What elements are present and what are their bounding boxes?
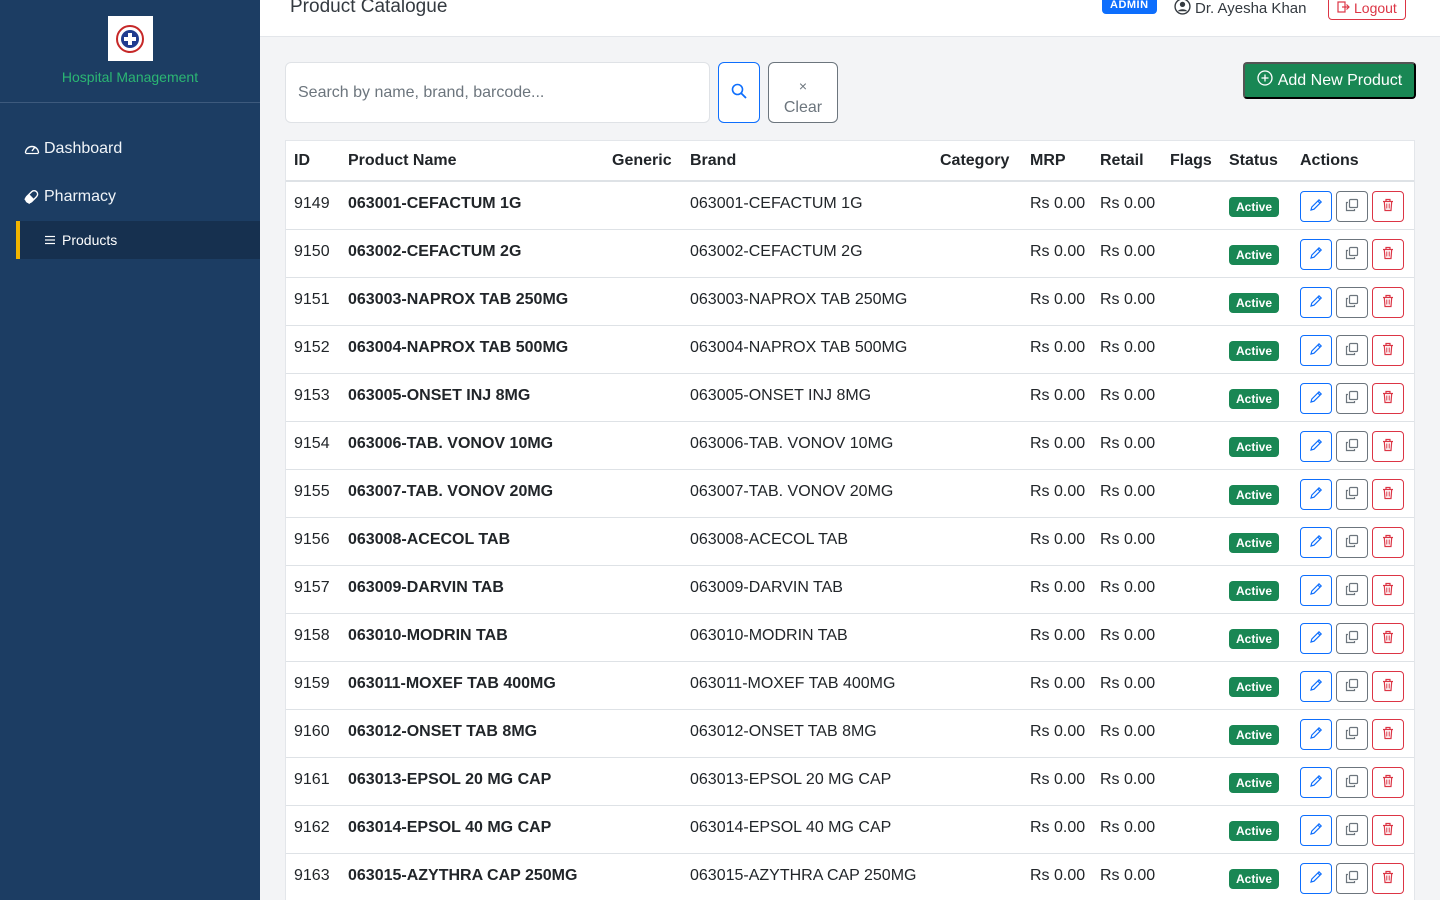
status-badge: Active [1229, 293, 1279, 313]
edit-button[interactable] [1300, 191, 1332, 222]
product-brand: 063008-ACECOL TAB [690, 531, 849, 548]
top-header [260, 0, 1440, 37]
products-table [285, 140, 1415, 900]
duplicate-button[interactable] [1336, 527, 1368, 558]
product-mrp: Rs 0.00 [1030, 243, 1086, 260]
column-header-mrp[interactable]: MRP [1030, 151, 1066, 169]
table-body [286, 182, 1414, 900]
table-header [286, 141, 1414, 182]
role-badge: ADMIN [1102, 0, 1157, 14]
delete-button[interactable] [1372, 671, 1404, 702]
edit-button[interactable] [1300, 815, 1332, 846]
copy-icon [1345, 630, 1359, 647]
plus-circle-icon [1257, 70, 1273, 91]
product-mrp: Rs 0.00 [1030, 771, 1086, 788]
product-name: 063001-CEFACTUM 1G [348, 195, 522, 212]
pencil-icon [1309, 246, 1323, 263]
duplicate-button[interactable] [1336, 335, 1368, 366]
trash-icon [1381, 390, 1395, 407]
copy-icon [1345, 534, 1359, 551]
add-product-button[interactable] [1243, 62, 1416, 99]
column-header-status[interactable]: Status [1229, 151, 1278, 169]
table-row[interactable] [286, 566, 1414, 614]
search-button[interactable] [718, 62, 760, 123]
status-cell [1229, 662, 1279, 709]
copy-icon [1345, 390, 1359, 407]
trash-icon [1381, 534, 1395, 551]
sidebar-item-pharmacy[interactable] [0, 173, 260, 221]
table-row[interactable] [286, 374, 1414, 422]
copy-icon [1345, 294, 1359, 311]
product-name: 063008-ACECOL TAB [348, 531, 511, 548]
delete-button[interactable] [1372, 287, 1404, 318]
product-retail: Rs 0.00 [1100, 243, 1156, 260]
row-actions [1300, 710, 1404, 757]
product-name: 063009-DARVIN TAB [348, 579, 504, 596]
duplicate-button[interactable] [1336, 671, 1368, 702]
pencil-icon [1309, 390, 1323, 407]
sidebar-item-products[interactable] [16, 221, 260, 259]
status-cell [1229, 470, 1279, 517]
delete-button[interactable] [1372, 431, 1404, 462]
trash-icon [1381, 870, 1395, 887]
copy-icon [1345, 870, 1359, 887]
pencil-icon [1309, 726, 1323, 743]
copy-icon [1345, 486, 1359, 503]
table-row[interactable] [286, 806, 1414, 854]
trash-icon [1381, 582, 1395, 599]
product-brand: 063014-EPSOL 40 MG CAP [690, 819, 892, 836]
trash-icon [1381, 774, 1395, 791]
product-name: 063007-TAB. VONOV 20MG [348, 483, 554, 500]
delete-button[interactable] [1372, 479, 1404, 510]
status-badge: Active [1229, 197, 1279, 217]
sidebar-brand [0, 0, 260, 103]
product-id: 9157 [294, 579, 330, 596]
status-cell [1229, 278, 1279, 325]
column-header-category[interactable]: Category [940, 151, 1010, 169]
brand-name: Hospital Management [61, 69, 199, 85]
edit-button[interactable] [1300, 239, 1332, 270]
product-retail: Rs 0.00 [1100, 867, 1156, 884]
trash-icon [1381, 438, 1395, 455]
product-mrp: Rs 0.00 [1030, 675, 1086, 692]
duplicate-button[interactable] [1336, 431, 1368, 462]
trash-icon [1381, 726, 1395, 743]
product-id: 9155 [294, 483, 330, 500]
table-row[interactable] [286, 854, 1414, 900]
edit-button[interactable] [1300, 575, 1332, 606]
status-badge: Active [1229, 341, 1279, 361]
delete-button[interactable] [1372, 623, 1404, 654]
product-id: 9162 [294, 819, 330, 836]
product-id: 9161 [294, 771, 330, 788]
delete-button[interactable] [1372, 815, 1404, 846]
delete-button[interactable] [1372, 719, 1404, 750]
product-retail: Rs 0.00 [1100, 723, 1156, 740]
table-row[interactable] [286, 230, 1414, 278]
product-brand: 063007-TAB. VONOV 20MG [690, 483, 894, 500]
product-retail: Rs 0.00 [1100, 627, 1156, 644]
pencil-icon [1309, 438, 1323, 455]
product-id: 9151 [294, 291, 330, 308]
product-brand: 063012-ONSET TAB 8MG [690, 723, 877, 740]
copy-icon [1345, 774, 1359, 791]
duplicate-button[interactable] [1336, 287, 1368, 318]
product-name: 063015-AZYTHRA CAP 250MG [348, 867, 578, 884]
pencil-icon [1309, 342, 1323, 359]
product-mrp: Rs 0.00 [1030, 483, 1086, 500]
row-actions [1300, 182, 1404, 229]
product-mrp: Rs 0.00 [1030, 531, 1086, 548]
edit-button[interactable] [1300, 479, 1332, 510]
trash-icon [1381, 198, 1395, 215]
status-badge: Active [1229, 677, 1279, 697]
column-header-flags[interactable]: Flags [1170, 151, 1212, 169]
status-cell [1229, 614, 1279, 661]
sidebar-item-dashboard[interactable] [0, 125, 260, 173]
pencil-icon [1309, 774, 1323, 791]
row-actions [1300, 470, 1404, 517]
column-header-id[interactable]: ID [294, 151, 310, 169]
product-name: 063006-TAB. VONOV 10MG [348, 435, 554, 452]
product-name: 063010-MODRIN TAB [348, 627, 508, 644]
sidebar [0, 0, 260, 900]
product-id: 9154 [294, 435, 330, 452]
product-brand: 063015-AZYTHRA CAP 250MG [690, 867, 917, 884]
pencil-icon [1309, 486, 1323, 503]
logout-label: Logout [1354, 0, 1397, 16]
trash-icon [1381, 246, 1395, 263]
status-cell [1229, 518, 1279, 565]
copy-icon [1345, 678, 1359, 695]
product-retail: Rs 0.00 [1100, 531, 1156, 548]
status-cell [1229, 710, 1279, 757]
product-brand: 063010-MODRIN TAB [690, 627, 848, 644]
list-icon [44, 232, 60, 248]
product-retail: Rs 0.00 [1100, 435, 1156, 452]
duplicate-button[interactable] [1336, 767, 1368, 798]
edit-button[interactable] [1300, 287, 1332, 318]
product-brand: 063003-NAPROX TAB 250MG [690, 291, 908, 308]
product-mrp: Rs 0.00 [1030, 867, 1086, 884]
trash-icon [1381, 294, 1395, 311]
product-retail: Rs 0.00 [1100, 387, 1156, 404]
row-actions [1300, 566, 1404, 613]
product-mrp: Rs 0.00 [1030, 819, 1086, 836]
duplicate-button[interactable] [1336, 815, 1368, 846]
status-badge: Active [1229, 245, 1279, 265]
status-cell [1229, 422, 1279, 469]
row-actions [1300, 374, 1404, 421]
row-actions [1300, 518, 1404, 565]
logout-icon [1337, 0, 1350, 16]
clear-label: Clear [783, 99, 823, 116]
table-row[interactable] [286, 710, 1414, 758]
row-actions [1300, 278, 1404, 325]
hospital-logo[interactable] [108, 16, 153, 61]
sidebar-item-label: Dashboard [44, 140, 123, 157]
status-cell [1229, 230, 1279, 277]
status-cell [1229, 854, 1279, 900]
trash-icon [1381, 678, 1395, 695]
capsule-icon [24, 189, 44, 205]
trash-icon [1381, 486, 1395, 503]
copy-icon [1345, 438, 1359, 455]
search-input[interactable] [285, 62, 710, 123]
delete-button[interactable] [1372, 383, 1404, 414]
pencil-icon [1309, 294, 1323, 311]
product-name: 063005-ONSET INJ 8MG [348, 387, 531, 404]
product-id: 9153 [294, 387, 330, 404]
pencil-icon [1309, 198, 1323, 215]
status-cell [1229, 758, 1279, 805]
product-retail: Rs 0.00 [1100, 483, 1156, 500]
logout-button[interactable] [1328, 0, 1406, 20]
copy-icon [1345, 822, 1359, 839]
speedometer-icon [24, 142, 44, 156]
column-header-generic[interactable]: Generic [612, 151, 672, 169]
status-cell [1229, 374, 1279, 421]
close-icon: × [798, 78, 808, 94]
table-row[interactable] [286, 470, 1414, 518]
column-header-name[interactable]: Product Name [348, 151, 457, 169]
table-row[interactable] [286, 278, 1414, 326]
product-id: 9159 [294, 675, 330, 692]
row-actions [1300, 326, 1404, 373]
duplicate-button[interactable] [1336, 863, 1368, 894]
delete-button[interactable] [1372, 767, 1404, 798]
status-badge: Active [1229, 629, 1279, 649]
row-actions [1300, 758, 1404, 805]
product-name: 063011-MOXEF TAB 400MG [348, 675, 556, 692]
delete-button[interactable] [1372, 527, 1404, 558]
copy-icon [1345, 726, 1359, 743]
product-retail: Rs 0.00 [1100, 291, 1156, 308]
product-mrp: Rs 0.00 [1030, 339, 1086, 356]
column-header-actions: Actions [1300, 151, 1359, 169]
product-brand: 063002-CEFACTUM 2G [690, 243, 863, 260]
product-mrp: Rs 0.00 [1030, 579, 1086, 596]
pencil-icon [1309, 534, 1323, 551]
row-actions [1300, 422, 1404, 469]
delete-button[interactable] [1372, 191, 1404, 222]
copy-icon [1345, 582, 1359, 599]
table-row[interactable] [286, 662, 1414, 710]
product-retail: Rs 0.00 [1100, 771, 1156, 788]
sidebar-nav [0, 103, 260, 259]
product-name: 063014-EPSOL 40 MG CAP [348, 819, 552, 836]
edit-button[interactable] [1300, 431, 1332, 462]
table-row[interactable] [286, 326, 1414, 374]
product-name: 063004-NAPROX TAB 500MG [348, 339, 569, 356]
product-retail: Rs 0.00 [1100, 339, 1156, 356]
row-actions [1300, 614, 1404, 661]
product-brand: 063009-DARVIN TAB [690, 579, 843, 596]
product-mrp: Rs 0.00 [1030, 387, 1086, 404]
product-id: 9149 [294, 195, 330, 212]
product-id: 9150 [294, 243, 330, 260]
row-actions [1300, 662, 1404, 709]
product-name: 063012-ONSET TAB 8MG [348, 723, 538, 740]
search-icon [731, 83, 747, 102]
product-mrp: Rs 0.00 [1030, 291, 1086, 308]
table-row[interactable] [286, 758, 1414, 806]
duplicate-button[interactable] [1336, 191, 1368, 222]
duplicate-button[interactable] [1336, 575, 1368, 606]
pencil-icon [1309, 822, 1323, 839]
status-badge: Active [1229, 485, 1279, 505]
pencil-icon [1309, 678, 1323, 695]
status-cell [1229, 806, 1279, 853]
edit-button[interactable] [1300, 863, 1332, 894]
trash-icon [1381, 822, 1395, 839]
user-circle-icon [1174, 0, 1191, 19]
duplicate-button[interactable] [1336, 719, 1368, 750]
user-name: Dr. Ayesha Khan [1195, 0, 1307, 17]
delete-button[interactable] [1372, 863, 1404, 894]
edit-button[interactable] [1300, 527, 1332, 558]
user-menu[interactable] [1174, 0, 1306, 19]
product-brand: 063013-EPSOL 20 MG CAP [690, 771, 892, 788]
row-actions [1300, 806, 1404, 853]
pencil-icon [1309, 870, 1323, 887]
edit-button[interactable] [1300, 383, 1332, 414]
status-badge: Active [1229, 821, 1279, 841]
product-mrp: Rs 0.00 [1030, 627, 1086, 644]
status-badge: Active [1229, 437, 1279, 457]
copy-icon [1345, 342, 1359, 359]
product-brand: 063004-NAPROX TAB 500MG [690, 339, 908, 356]
add-label: Add New Product [1277, 71, 1403, 89]
edit-button[interactable] [1300, 719, 1332, 750]
status-badge: Active [1229, 773, 1279, 793]
status-cell [1229, 566, 1279, 613]
sidebar-item-label: Products [62, 232, 118, 248]
table-row[interactable] [286, 422, 1414, 470]
product-id: 9156 [294, 531, 330, 548]
edit-button[interactable] [1300, 671, 1332, 702]
product-brand: 063006-TAB. VONOV 10MG [690, 435, 894, 452]
product-retail: Rs 0.00 [1100, 579, 1156, 596]
trash-icon [1381, 342, 1395, 359]
product-retail: Rs 0.00 [1100, 675, 1156, 692]
duplicate-button[interactable] [1336, 623, 1368, 654]
product-mrp: Rs 0.00 [1030, 195, 1086, 212]
product-mrp: Rs 0.00 [1030, 435, 1086, 452]
column-header-brand[interactable]: Brand [690, 151, 737, 169]
delete-button[interactable] [1372, 335, 1404, 366]
status-badge: Active [1229, 869, 1279, 889]
status-cell [1229, 182, 1279, 229]
status-badge: Active [1229, 389, 1279, 409]
product-mrp: Rs 0.00 [1030, 723, 1086, 740]
trash-icon [1381, 630, 1395, 647]
row-actions [1300, 230, 1404, 277]
product-brand: 063005-ONSET INJ 8MG [690, 387, 872, 404]
product-name: 063002-CEFACTUM 2G [348, 243, 522, 260]
pencil-icon [1309, 630, 1323, 647]
copy-icon [1345, 198, 1359, 215]
clear-button[interactable] [768, 62, 838, 123]
table-row[interactable] [286, 518, 1414, 566]
pencil-icon [1309, 582, 1323, 599]
status-cell [1229, 326, 1279, 373]
edit-button[interactable] [1300, 335, 1332, 366]
table-row[interactable] [286, 182, 1414, 230]
delete-button[interactable] [1372, 575, 1404, 606]
edit-button[interactable] [1300, 623, 1332, 654]
product-id: 9158 [294, 627, 330, 644]
status-badge: Active [1229, 533, 1279, 553]
row-actions [1300, 854, 1404, 900]
delete-button[interactable] [1372, 239, 1404, 270]
product-name: 063013-EPSOL 20 MG CAP [348, 771, 552, 788]
product-id: 9152 [294, 339, 330, 356]
duplicate-button[interactable] [1336, 479, 1368, 510]
copy-icon [1345, 246, 1359, 263]
column-header-retail[interactable]: Retail [1100, 151, 1144, 169]
product-brand: 063011-MOXEF TAB 400MG [690, 675, 896, 692]
sidebar-item-label: Pharmacy [44, 188, 117, 205]
status-badge: Active [1229, 725, 1279, 745]
duplicate-button[interactable] [1336, 239, 1368, 270]
duplicate-button[interactable] [1336, 383, 1368, 414]
product-id: 9160 [294, 723, 330, 740]
table-row[interactable] [286, 614, 1414, 662]
product-retail: Rs 0.00 [1100, 195, 1156, 212]
product-name: 063003-NAPROX TAB 250MG [348, 291, 569, 308]
page-title: Product Catalogue [290, 0, 448, 17]
product-id: 9163 [294, 867, 330, 884]
product-brand: 063001-CEFACTUM 1G [690, 195, 863, 212]
status-badge: Active [1229, 581, 1279, 601]
product-retail: Rs 0.00 [1100, 819, 1156, 836]
edit-button[interactable] [1300, 767, 1332, 798]
